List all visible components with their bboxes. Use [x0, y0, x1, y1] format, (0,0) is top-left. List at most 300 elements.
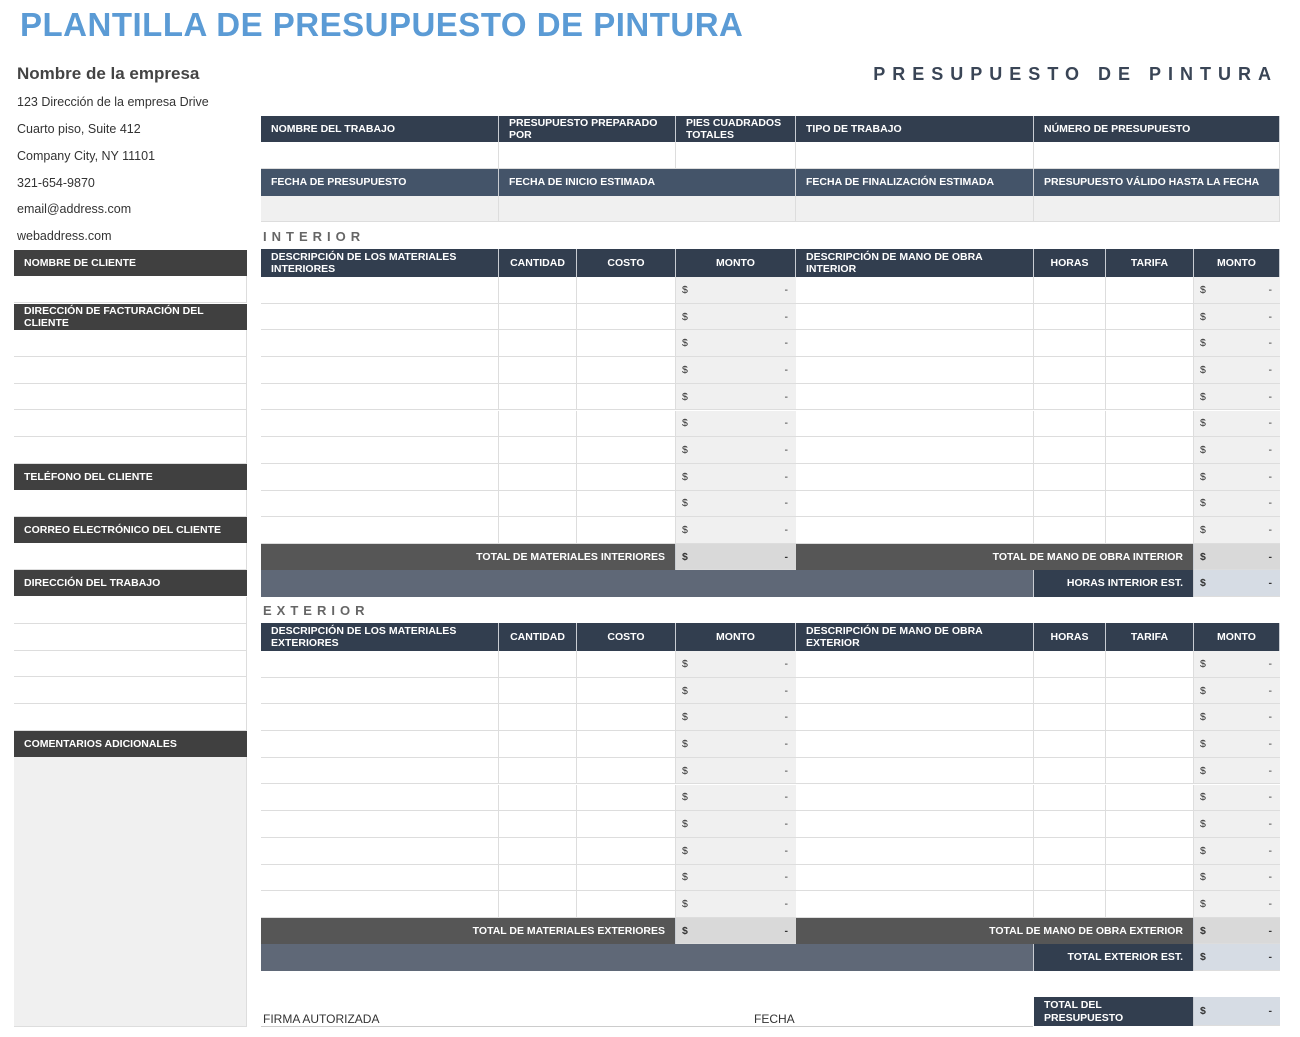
interior-labor-amount — [1194, 411, 1280, 438]
interior-cell[interactable] — [261, 277, 499, 304]
job-address-field[interactable] — [14, 597, 247, 624]
amount-value: - — [1268, 898, 1272, 911]
exterior-cell[interactable] — [261, 811, 499, 838]
amount-value: - — [1268, 711, 1272, 724]
currency-symbol: $ — [1200, 444, 1206, 457]
signature-label: FIRMA AUTORIZADA — [263, 1012, 380, 1026]
job-info-header: FECHA DE FINALIZACIÓN ESTIMADA — [796, 169, 1034, 196]
amount-value: - — [784, 844, 788, 857]
amount-value: - — [1268, 524, 1272, 537]
interior-total-materials-value — [676, 544, 796, 570]
exterior-labor-amount — [1194, 678, 1280, 705]
interior-material-amount — [676, 437, 796, 464]
amount-value: - — [784, 497, 788, 510]
job-info-header: PRESUPUESTO VÁLIDO HASTA LA FECHA — [1034, 169, 1280, 196]
job-info-header: NOMBRE DEL TRABAJO — [261, 116, 499, 142]
interior-cell[interactable] — [1106, 357, 1194, 384]
interior-cell[interactable] — [1034, 330, 1106, 357]
exterior-cell[interactable] — [577, 811, 676, 838]
interior-section-label: INTERIOR — [263, 229, 366, 244]
currency-symbol: $ — [1200, 497, 1206, 510]
interior-cell[interactable] — [1106, 464, 1194, 491]
company-info-line: webaddress.com — [17, 229, 112, 243]
interior-cell[interactable] — [499, 357, 577, 384]
interior-cell[interactable] — [1106, 411, 1194, 438]
exterior-cell[interactable] — [577, 865, 676, 892]
amount-value: - — [1268, 684, 1272, 697]
exterior-cell[interactable] — [1034, 651, 1106, 678]
currency-symbol: $ — [682, 444, 688, 457]
exterior-cell[interactable] — [796, 785, 1034, 812]
exterior-cell[interactable] — [261, 891, 499, 918]
exterior-cell[interactable] — [1106, 704, 1194, 731]
currency-symbol: $ — [1200, 844, 1206, 857]
exterior-total-labor-value — [1194, 918, 1280, 944]
client-name-header: NOMBRE DE CLIENTE — [14, 250, 247, 276]
exterior-cell[interactable] — [261, 731, 499, 758]
interior-column-header: TARIFA — [1106, 249, 1194, 277]
interior-cell[interactable] — [499, 437, 577, 464]
currency-symbol: $ — [682, 818, 688, 831]
interior-estimate-value — [1194, 570, 1280, 597]
grand-total-value — [1194, 997, 1280, 1026]
job-info-field[interactable] — [796, 196, 1034, 222]
amount-value: - — [784, 363, 788, 376]
currency-symbol: $ — [1200, 337, 1206, 350]
interior-cell[interactable] — [1034, 464, 1106, 491]
exterior-total-materials-value — [676, 918, 796, 944]
interior-cell[interactable] — [577, 411, 676, 438]
client-name-field[interactable] — [14, 276, 247, 303]
document-title: PRESUPUESTO DE PINTURA — [873, 64, 1278, 84]
interior-labor-amount — [1194, 330, 1280, 357]
interior-estimate-label: HORAS INTERIOR EST. — [1034, 570, 1194, 597]
interior-cell[interactable] — [1106, 304, 1194, 331]
interior-cell[interactable] — [796, 437, 1034, 464]
interior-labor-amount — [1194, 491, 1280, 518]
job-info-field[interactable] — [796, 142, 1034, 169]
exterior-cell[interactable] — [796, 838, 1034, 865]
exterior-section-label: EXTERIOR — [263, 603, 370, 618]
interior-column-header: DESCRIPCIÓN DE LOS MATERIALES INTERIORES — [261, 249, 499, 277]
interior-estimate-bar — [261, 570, 1034, 597]
exterior-cell[interactable] — [499, 758, 577, 785]
amount-value: - — [784, 871, 788, 884]
currency-symbol: $ — [1200, 791, 1206, 804]
exterior-labor-amount — [1194, 865, 1280, 892]
billing-address-field[interactable] — [14, 357, 247, 384]
interior-cell[interactable] — [796, 384, 1034, 411]
amount-value: - — [1268, 844, 1272, 857]
currency-symbol: $ — [682, 737, 688, 750]
interior-cell[interactable] — [261, 517, 499, 544]
interior-cell[interactable] — [1034, 384, 1106, 411]
exterior-total-labor-label: TOTAL DE MANO DE OBRA EXTERIOR — [796, 918, 1194, 944]
exterior-labor-amount — [1194, 731, 1280, 758]
amount-value: - — [1268, 1005, 1272, 1017]
signature-line — [261, 1026, 1033, 1027]
interior-cell[interactable] — [1034, 277, 1106, 304]
job-info-header: NÚMERO DE PRESUPUESTO — [1034, 116, 1280, 142]
billing-address-field[interactable] — [14, 330, 247, 357]
billing-address-header: DIRECCIÓN DE FACTURACIÓN DEL CLIENTE — [14, 304, 247, 330]
interior-column-header: MONTO — [1194, 249, 1280, 277]
exterior-cell[interactable] — [577, 651, 676, 678]
interior-cell[interactable] — [499, 491, 577, 518]
interior-material-amount — [676, 357, 796, 384]
currency-symbol: $ — [1200, 390, 1206, 403]
interior-cell[interactable] — [577, 330, 676, 357]
amount-value: - — [1268, 283, 1272, 296]
exterior-cell[interactable] — [1106, 758, 1194, 785]
amount-value: - — [784, 924, 788, 937]
currency-symbol: $ — [682, 898, 688, 911]
exterior-cell[interactable] — [1106, 731, 1194, 758]
amount-value: - — [1268, 764, 1272, 777]
exterior-labor-amount — [1194, 758, 1280, 785]
interior-labor-amount — [1194, 437, 1280, 464]
currency-symbol: $ — [1200, 283, 1206, 296]
amount-value: - — [1268, 444, 1272, 457]
grand-total-label: TOTAL DEL PRESUPUESTO — [1034, 997, 1194, 1026]
interior-cell[interactable] — [499, 517, 577, 544]
job-info-field[interactable] — [499, 196, 796, 222]
interior-cell[interactable] — [577, 357, 676, 384]
interior-cell[interactable] — [1034, 437, 1106, 464]
interior-cell[interactable] — [796, 304, 1034, 331]
exterior-column-header: CANTIDAD — [499, 623, 577, 651]
interior-cell[interactable] — [261, 411, 499, 438]
exterior-material-amount — [676, 678, 796, 705]
currency-symbol: $ — [1200, 470, 1206, 483]
interior-cell[interactable] — [796, 411, 1034, 438]
interior-material-amount — [676, 384, 796, 411]
exterior-labor-amount — [1194, 704, 1280, 731]
exterior-labor-amount — [1194, 891, 1280, 918]
exterior-material-amount — [676, 785, 796, 812]
amount-value: - — [1268, 497, 1272, 510]
interior-cell[interactable] — [796, 277, 1034, 304]
interior-cell[interactable] — [577, 464, 676, 491]
exterior-cell[interactable] — [1106, 811, 1194, 838]
interior-cell[interactable] — [261, 330, 499, 357]
exterior-cell[interactable] — [261, 865, 499, 892]
exterior-cell[interactable] — [499, 785, 577, 812]
exterior-cell[interactable] — [577, 704, 676, 731]
client-email-field[interactable] — [14, 543, 247, 570]
exterior-cell[interactable] — [1106, 785, 1194, 812]
exterior-cell[interactable] — [1106, 865, 1194, 892]
currency-symbol: $ — [682, 363, 688, 376]
job-info-field[interactable] — [499, 142, 676, 169]
interior-cell[interactable] — [1034, 517, 1106, 544]
amount-value: - — [784, 764, 788, 777]
company-info-line: Company City, NY 11101 — [17, 149, 156, 163]
currency-symbol: $ — [1200, 951, 1206, 963]
exterior-cell[interactable] — [1034, 731, 1106, 758]
interior-cell[interactable] — [261, 357, 499, 384]
amount-value: - — [1268, 791, 1272, 804]
exterior-cell[interactable] — [499, 838, 577, 865]
interior-cell[interactable] — [261, 437, 499, 464]
exterior-material-amount — [676, 704, 796, 731]
interior-material-amount — [676, 304, 796, 331]
exterior-cell[interactable] — [1106, 838, 1194, 865]
exterior-cell[interactable] — [499, 811, 577, 838]
interior-cell[interactable] — [577, 491, 676, 518]
currency-symbol: $ — [682, 844, 688, 857]
exterior-cell[interactable] — [261, 785, 499, 812]
currency-symbol: $ — [682, 417, 688, 430]
company-info-line: 123 Dirección de la empresa Drive — [17, 95, 209, 109]
interior-cell[interactable] — [1034, 357, 1106, 384]
exterior-cell[interactable] — [261, 651, 499, 678]
interior-column-header: MONTO — [676, 249, 796, 277]
job-address-field[interactable] — [14, 651, 247, 678]
exterior-cell[interactable] — [261, 678, 499, 705]
interior-cell[interactable] — [1106, 277, 1194, 304]
interior-cell[interactable] — [1034, 304, 1106, 331]
amount-value: - — [784, 898, 788, 911]
amount-value: - — [784, 711, 788, 724]
interior-cell[interactable] — [499, 411, 577, 438]
exterior-cell[interactable] — [1106, 651, 1194, 678]
client-phone-field[interactable] — [14, 490, 247, 517]
comments-field[interactable] — [14, 757, 247, 1027]
interior-cell[interactable] — [499, 277, 577, 304]
exterior-cell[interactable] — [1034, 678, 1106, 705]
job-info-header: PRESUPUESTO PREPARADO POR — [499, 116, 676, 142]
exterior-cell[interactable] — [796, 678, 1034, 705]
exterior-material-amount — [676, 865, 796, 892]
currency-symbol: $ — [682, 791, 688, 804]
amount-value: - — [784, 657, 788, 670]
amount-value: - — [784, 417, 788, 430]
currency-symbol: $ — [1200, 417, 1206, 430]
job-address-field[interactable] — [14, 677, 247, 704]
exterior-cell[interactable] — [577, 838, 676, 865]
exterior-column-header: COSTO — [577, 623, 676, 651]
interior-cell[interactable] — [1106, 330, 1194, 357]
exterior-column-header: MONTO — [676, 623, 796, 651]
exterior-cell[interactable] — [1106, 891, 1194, 918]
currency-symbol: $ — [1200, 310, 1206, 323]
interior-material-amount — [676, 491, 796, 518]
exterior-cell[interactable] — [577, 891, 676, 918]
currency-symbol: $ — [1200, 871, 1206, 884]
exterior-cell[interactable] — [1034, 758, 1106, 785]
client-email-header: CORREO ELECTRÓNICO DEL CLIENTE — [14, 517, 247, 543]
interior-cell[interactable] — [796, 330, 1034, 357]
amount-value: - — [784, 444, 788, 457]
interior-cell[interactable] — [796, 464, 1034, 491]
currency-symbol: $ — [1200, 1005, 1206, 1017]
currency-symbol: $ — [682, 684, 688, 697]
interior-labor-amount — [1194, 464, 1280, 491]
currency-symbol: $ — [1200, 684, 1206, 697]
client-phone-header: TELÉFONO DEL CLIENTE — [14, 464, 247, 490]
currency-symbol: $ — [682, 283, 688, 296]
exterior-column-header: TARIFA — [1106, 623, 1194, 651]
interior-material-amount — [676, 277, 796, 304]
currency-symbol: $ — [1200, 524, 1206, 537]
amount-value: - — [1268, 337, 1272, 350]
interior-cell[interactable] — [261, 384, 499, 411]
interior-cell[interactable] — [1106, 384, 1194, 411]
exterior-cell[interactable] — [499, 865, 577, 892]
interior-column-header: DESCRIPCIÓN DE MANO DE OBRA INTERIOR — [796, 249, 1034, 277]
amount-value: - — [784, 470, 788, 483]
billing-address-field[interactable] — [14, 437, 247, 464]
currency-symbol: $ — [1200, 363, 1206, 376]
amount-value: - — [1268, 363, 1272, 376]
exterior-cell[interactable] — [577, 678, 676, 705]
amount-value: - — [1268, 737, 1272, 750]
interior-cell[interactable] — [796, 357, 1034, 384]
amount-value: - — [1268, 577, 1272, 589]
currency-symbol: $ — [1200, 898, 1206, 911]
exterior-cell[interactable] — [796, 865, 1034, 892]
exterior-cell[interactable] — [796, 651, 1034, 678]
interior-cell[interactable] — [1034, 491, 1106, 518]
company-info-line: 321-654-9870 — [17, 176, 95, 190]
company-info-line: Cuarto piso, Suite 412 — [17, 122, 141, 136]
interior-total-labor-value — [1194, 544, 1280, 570]
currency-symbol: $ — [1200, 737, 1206, 750]
exterior-labor-amount — [1194, 811, 1280, 838]
interior-cell[interactable] — [261, 464, 499, 491]
exterior-cell[interactable] — [577, 731, 676, 758]
interior-material-amount — [676, 517, 796, 544]
amount-value: - — [1268, 550, 1272, 563]
exterior-cell[interactable] — [1034, 811, 1106, 838]
exterior-cell[interactable] — [1034, 865, 1106, 892]
interior-cell[interactable] — [261, 491, 499, 518]
amount-value: - — [1268, 657, 1272, 670]
exterior-cell[interactable] — [1034, 785, 1106, 812]
interior-cell[interactable] — [499, 304, 577, 331]
interior-cell[interactable] — [1106, 491, 1194, 518]
currency-symbol: $ — [1200, 764, 1206, 777]
interior-cell[interactable] — [577, 277, 676, 304]
exterior-material-amount — [676, 731, 796, 758]
job-address-header: DIRECCIÓN DEL TRABAJO — [14, 570, 247, 596]
exterior-labor-amount — [1194, 785, 1280, 812]
interior-cell[interactable] — [1034, 411, 1106, 438]
interior-cell[interactable] — [499, 464, 577, 491]
exterior-cell[interactable] — [499, 678, 577, 705]
exterior-cell[interactable] — [499, 704, 577, 731]
currency-symbol: $ — [1200, 924, 1206, 937]
billing-address-field[interactable] — [14, 384, 247, 411]
interior-cell[interactable] — [577, 304, 676, 331]
amount-value: - — [1268, 390, 1272, 403]
amount-value: - — [784, 550, 788, 563]
exterior-estimate-value — [1194, 944, 1280, 971]
exterior-cell[interactable] — [1034, 704, 1106, 731]
job-info-field[interactable] — [261, 196, 499, 222]
billing-address-field[interactable] — [14, 410, 247, 437]
exterior-cell[interactable] — [577, 758, 676, 785]
amount-value: - — [784, 524, 788, 537]
interior-labor-amount — [1194, 517, 1280, 544]
currency-symbol: $ — [1200, 711, 1206, 724]
interior-cell[interactable] — [577, 517, 676, 544]
interior-labor-amount — [1194, 277, 1280, 304]
job-info-field[interactable] — [1034, 142, 1280, 169]
interior-cell[interactable] — [796, 491, 1034, 518]
interior-cell[interactable] — [499, 384, 577, 411]
exterior-cell[interactable] — [1106, 678, 1194, 705]
job-address-field[interactable] — [14, 704, 247, 731]
amount-value: - — [784, 337, 788, 350]
exterior-estimate-bar — [261, 944, 1034, 971]
amount-value: - — [784, 791, 788, 804]
exterior-cell[interactable] — [1034, 838, 1106, 865]
exterior-cell[interactable] — [261, 758, 499, 785]
amount-value: - — [784, 390, 788, 403]
amount-value: - — [784, 818, 788, 831]
interior-material-amount — [676, 411, 796, 438]
exterior-cell[interactable] — [1034, 891, 1106, 918]
interior-cell[interactable] — [796, 517, 1034, 544]
currency-symbol: $ — [682, 390, 688, 403]
job-info-field[interactable] — [1034, 196, 1280, 222]
exterior-cell[interactable] — [796, 811, 1034, 838]
job-info-header: TIPO DE TRABAJO — [796, 116, 1034, 142]
amount-value: - — [1268, 951, 1272, 963]
interior-total-labor-label: TOTAL DE MANO DE OBRA INTERIOR — [796, 544, 1194, 570]
currency-symbol: $ — [682, 924, 688, 937]
interior-cell[interactable] — [261, 304, 499, 331]
exterior-cell[interactable] — [499, 731, 577, 758]
exterior-cell[interactable] — [796, 891, 1034, 918]
job-info-field[interactable] — [261, 142, 499, 169]
exterior-cell[interactable] — [796, 731, 1034, 758]
amount-value: - — [1268, 924, 1272, 937]
currency-symbol: $ — [682, 310, 688, 323]
interior-cell[interactable] — [1106, 437, 1194, 464]
amount-value: - — [784, 684, 788, 697]
currency-symbol: $ — [682, 871, 688, 884]
exterior-cell[interactable] — [796, 704, 1034, 731]
interior-cell[interactable] — [577, 437, 676, 464]
amount-value: - — [1268, 417, 1272, 430]
exterior-cell[interactable] — [261, 838, 499, 865]
currency-symbol: $ — [682, 497, 688, 510]
exterior-cell[interactable] — [796, 758, 1034, 785]
exterior-cell[interactable] — [577, 785, 676, 812]
exterior-column-header: HORAS — [1034, 623, 1106, 651]
interior-cell[interactable] — [1106, 517, 1194, 544]
job-info-field[interactable] — [676, 142, 796, 169]
company-info-line: email@address.com — [17, 202, 132, 216]
interior-column-header: CANTIDAD — [499, 249, 577, 277]
amount-value: - — [784, 310, 788, 323]
amount-value: - — [1268, 470, 1272, 483]
page-title: PLANTILLA DE PRESUPUESTO DE PINTURA — [20, 6, 744, 43]
currency-symbol: $ — [1200, 657, 1206, 670]
job-address-field[interactable] — [14, 624, 247, 651]
interior-cell[interactable] — [499, 330, 577, 357]
interior-cell[interactable] — [577, 384, 676, 411]
job-info-header: FECHA DE INICIO ESTIMADA — [499, 169, 796, 196]
exterior-cell[interactable] — [261, 704, 499, 731]
currency-symbol: $ — [1200, 577, 1206, 589]
exterior-cell[interactable] — [499, 891, 577, 918]
currency-symbol: $ — [682, 657, 688, 670]
exterior-cell[interactable] — [499, 651, 577, 678]
